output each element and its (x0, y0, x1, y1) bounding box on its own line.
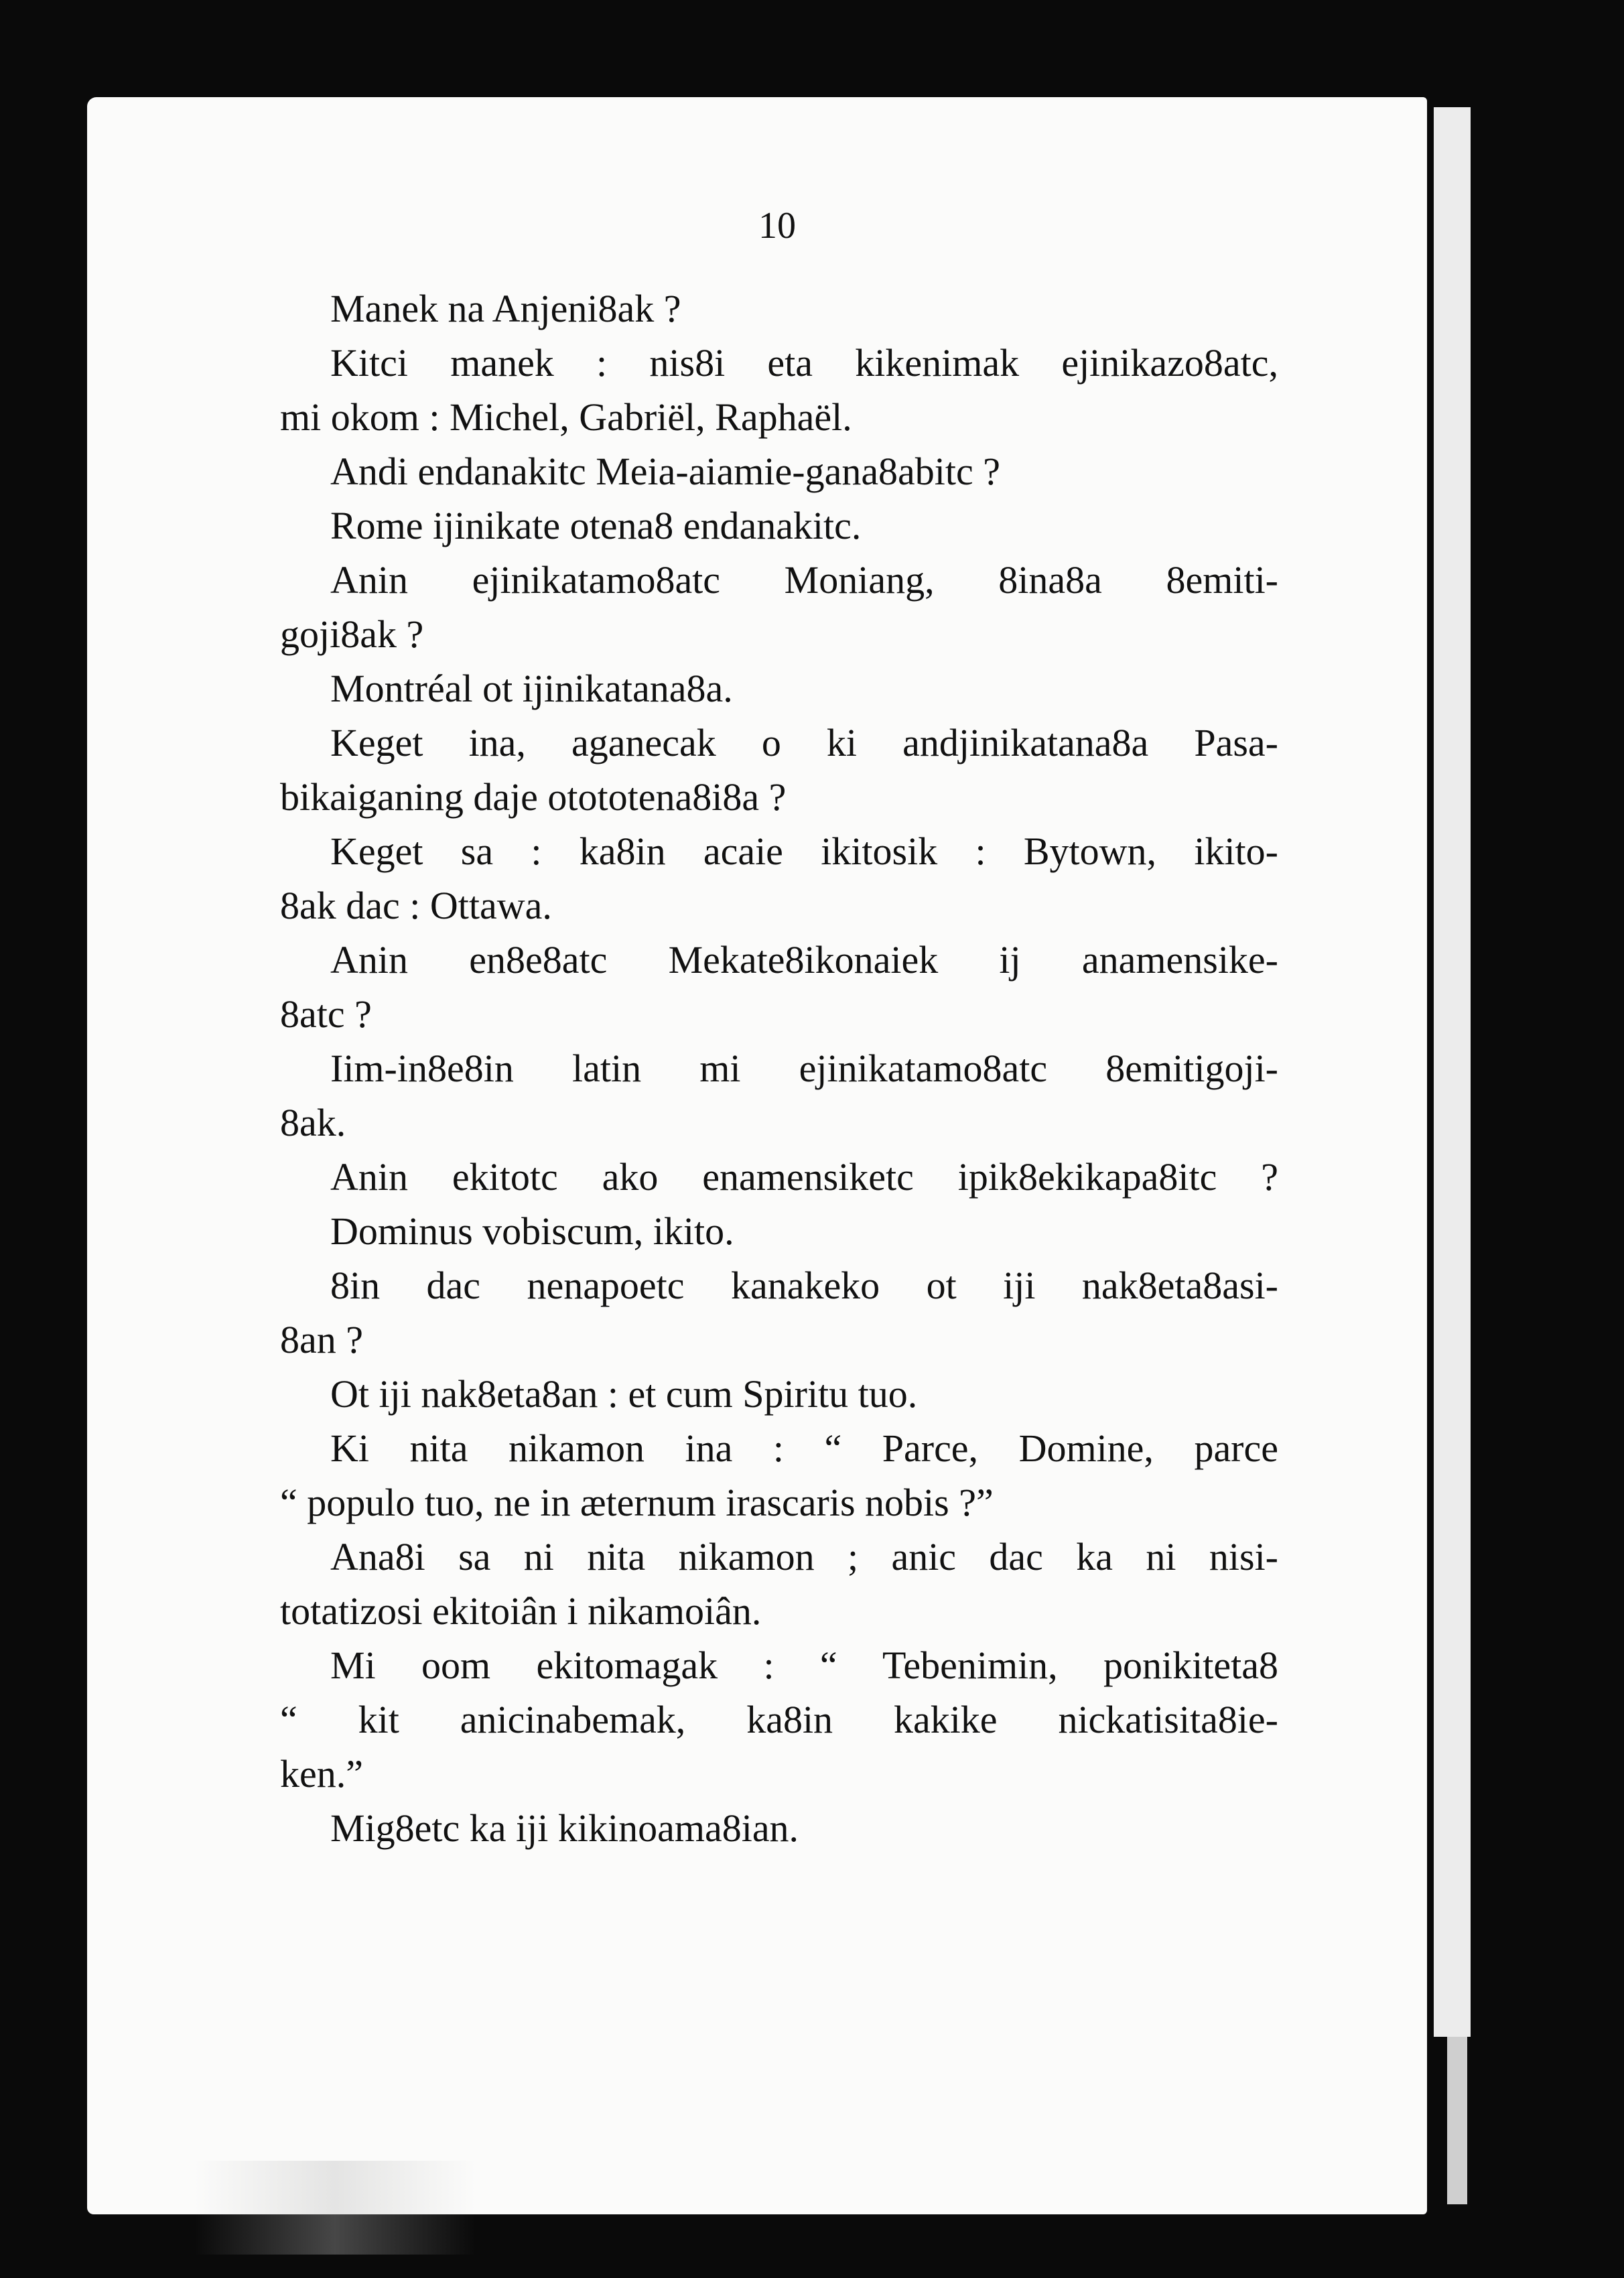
text-line: Ki nita nikamon ina : “ Parce, Domine, parce (330, 1426, 1278, 1470)
text-line: Dominus vobiscum, ikito. (330, 1209, 734, 1253)
scan-edge-strip (1434, 107, 1471, 2037)
text-line: Montréal ot ijinikatana8a. (330, 667, 733, 710)
text-line: Anin ekitotc ako enamensiketc ipik8ekikapa8itc ? (330, 1155, 1278, 1199)
text-line: Mig8etc ka iji kikinoama8ian. (330, 1806, 799, 1850)
page-number: 10 (758, 205, 796, 247)
text-line: totatizosi ekitoiân i nikamoiân. (280, 1589, 762, 1633)
scan-edge-strip-lower (1447, 2037, 1467, 2204)
text-line: mi okom : Michel, Gabriël, Raphaël. (280, 395, 852, 439)
scan-smudge (194, 2161, 476, 2255)
text-line: 8an ? (280, 1318, 363, 1361)
text-line: Anin en8e8atc Mekate8ikonaiek ij anamensike- (330, 938, 1278, 982)
text-line: Rome ijinikate otena8 endanakitc. (330, 504, 862, 547)
text-line: 8ak dac : Ottawa. (280, 884, 552, 927)
text-line: Iim-in8e8in latin mi ejinikatamo8atc 8emitigoji- (330, 1047, 1278, 1090)
text-line: Keget ina, aganecak o ki andjinikatana8a Pasa- (330, 721, 1278, 764)
text-line: Anin ejinikatamo8atc Moniang, 8ina8a 8emiti- (330, 558, 1278, 602)
text-line: ken.” (280, 1752, 363, 1796)
page-text-body (280, 281, 1278, 1855)
text-line: 8ak. (280, 1101, 346, 1144)
text-line: Kitci manek : nis8i eta kikenimak ejinikazo8atc, (330, 341, 1278, 385)
text-line: “ kit anicinabemak, ka8in kakike nickatisita8ie- (280, 1698, 1278, 1741)
text-line: goji8ak ? (280, 612, 424, 656)
text-line: Ana8i sa ni nita nikamon ; anic dac ka ni nisi- (330, 1535, 1278, 1579)
text-line: Andi endanakitc Meia-aiamie-gana8abitc ? (330, 450, 1001, 493)
text-line: 8in dac nenapoetc kanakeko ot iji nak8eta8asi- (330, 1264, 1278, 1307)
text-line: Manek na Anjeni8ak ? (330, 287, 681, 330)
text-line: Mi oom ekitomagak : “ Tebenimin, ponikiteta8 (330, 1644, 1278, 1687)
text-line: Keget sa : ka8in acaie ikitosik : Bytown, ikito- (330, 829, 1278, 873)
text-line: “ populo tuo, ne in æternum irascaris nobis ?” (280, 1481, 994, 1524)
text-line: 8atc ? (280, 992, 372, 1036)
text-line: Ot iji nak8eta8an : et cum Spiritu tuo. (330, 1372, 918, 1416)
text-line: bikaiganing daje otototena8i8a ? (280, 775, 787, 819)
